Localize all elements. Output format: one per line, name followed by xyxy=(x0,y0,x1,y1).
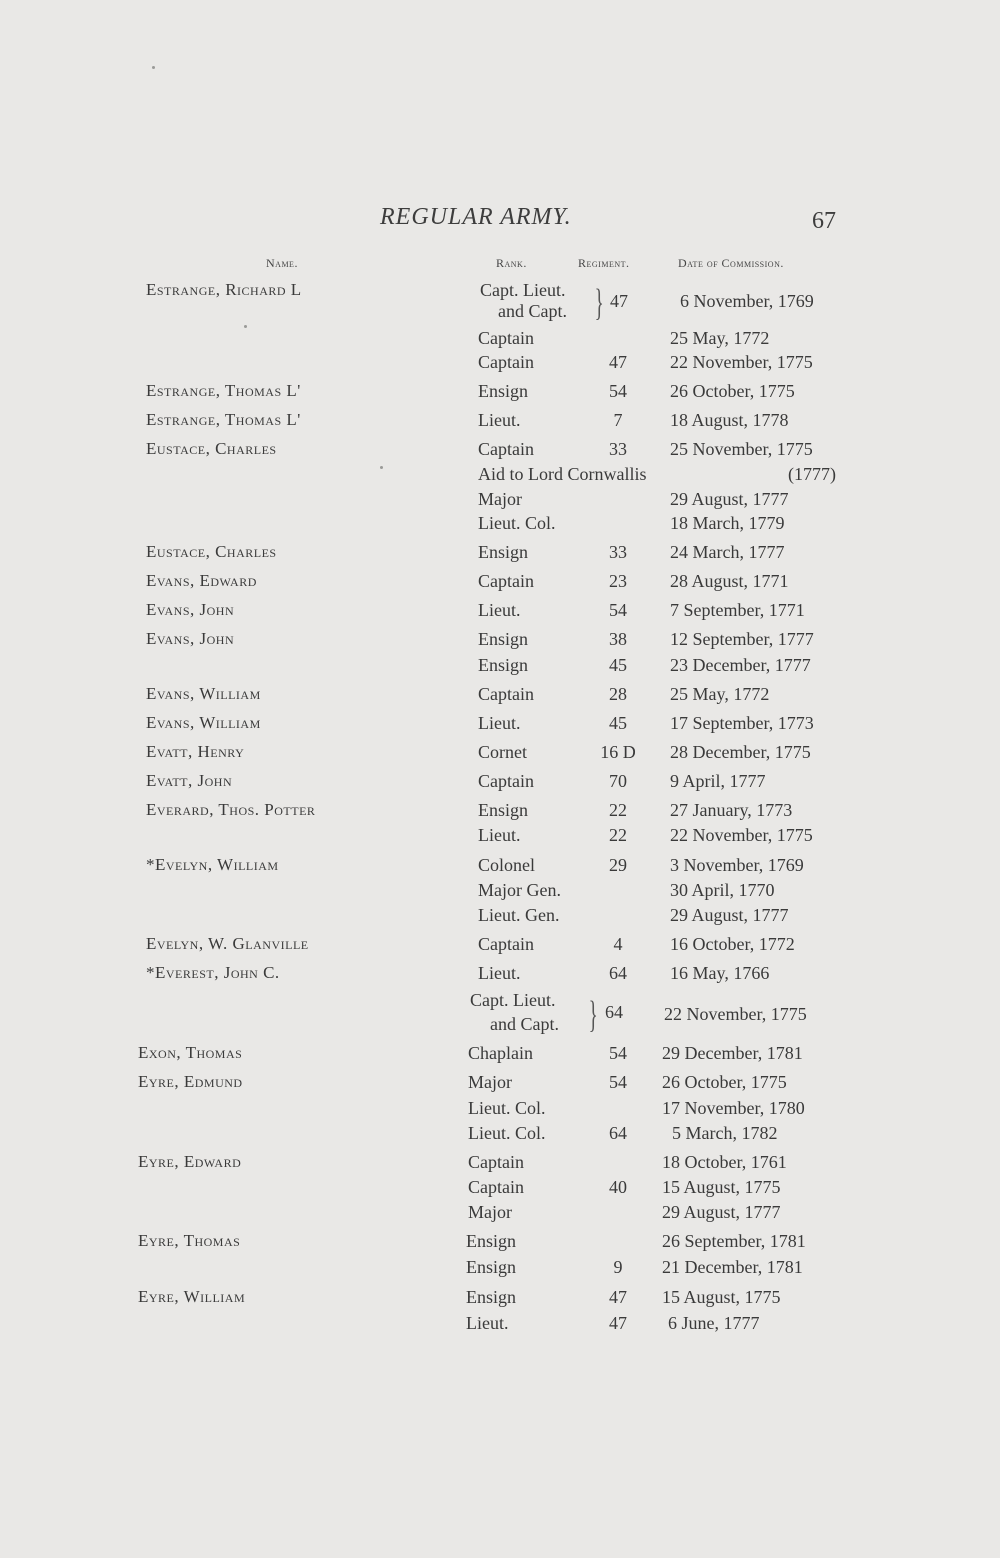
table-row xyxy=(0,571,1000,595)
officer-name: Evans, John xyxy=(146,600,235,619)
commission-date: 26 October, 1775 xyxy=(662,1072,787,1092)
table-row xyxy=(0,855,1000,879)
table-row xyxy=(0,880,1000,904)
officer-name: Estrange, Thomas L' xyxy=(146,410,301,429)
commission-date: 18 March, 1779 xyxy=(670,513,785,533)
officer-name: Evans, William xyxy=(146,684,261,703)
officer-name: Evatt, John xyxy=(146,771,233,790)
table-row xyxy=(0,352,1000,376)
page-number: 67 xyxy=(812,208,836,234)
rank: Captain xyxy=(478,771,534,791)
officer-name: Estrange, Thomas L' xyxy=(146,381,301,400)
regiment: 54 xyxy=(609,1072,627,1092)
officer-name: Eustace, Charles xyxy=(146,439,277,458)
table-row xyxy=(0,963,1000,987)
rank: Ensign xyxy=(478,655,529,675)
regiment: 47 xyxy=(609,1287,627,1307)
officer-name: Estrange, Richard L xyxy=(146,280,302,299)
regiment: 23 xyxy=(609,571,627,591)
commission-date: 16 May, 1766 xyxy=(670,963,770,983)
table-row xyxy=(0,600,1000,624)
rank: Lieut. xyxy=(478,410,521,430)
officer-name: Evans, Edward xyxy=(146,571,257,590)
rank: Capt. Lieut. xyxy=(470,990,556,1010)
commission-date: 28 December, 1775 xyxy=(670,742,811,762)
commission-date: 18 October, 1761 xyxy=(662,1152,787,1172)
regiment: 4 xyxy=(613,934,623,954)
rank: Lieut. xyxy=(478,825,521,845)
running-title: REGULAR ARMY. xyxy=(380,204,572,230)
table-row xyxy=(0,1257,1000,1281)
table-row xyxy=(0,1202,1000,1226)
officer-name: Eyre, Edmund xyxy=(138,1072,243,1091)
rank: and Capt. xyxy=(490,1014,559,1034)
commission-date: 3 November, 1769 xyxy=(670,855,804,875)
rank: and Capt. xyxy=(498,301,567,321)
commission-date: 16 October, 1772 xyxy=(670,934,795,954)
commission-date: 22 November, 1775 xyxy=(664,1004,807,1024)
commission-date: 28 August, 1771 xyxy=(670,571,789,591)
regiment: 33 xyxy=(609,439,627,459)
commission-date: 12 September, 1777 xyxy=(670,629,814,649)
table-row xyxy=(0,934,1000,958)
officer-name: Eustace, Charles xyxy=(146,542,277,561)
table-row xyxy=(0,655,1000,679)
rank: Captain xyxy=(478,934,534,954)
table-row xyxy=(0,800,1000,824)
regiment: 47 xyxy=(610,291,628,311)
table-row xyxy=(0,513,1000,537)
commission-date: 15 August, 1775 xyxy=(662,1177,781,1197)
commission-date: 29 August, 1777 xyxy=(670,489,789,509)
regiment: 22 xyxy=(609,825,627,845)
table-row xyxy=(0,771,1000,795)
table-row xyxy=(0,742,1000,766)
rank: Ensign xyxy=(478,381,529,401)
table-row xyxy=(0,990,1000,1040)
table-row xyxy=(0,825,1000,849)
column-header-date: Date of Commission. xyxy=(678,256,784,270)
rank: Major xyxy=(468,1202,512,1222)
officer-name: Eyre, Edward xyxy=(138,1152,242,1171)
column-header-name: Name. xyxy=(266,256,298,270)
column-header-rank: Rank. xyxy=(496,256,527,270)
commission-date: (1777) xyxy=(788,464,836,484)
rank: Ensign xyxy=(466,1287,517,1307)
officer-name: Evelyn, W. Glanville xyxy=(146,934,309,953)
rank: Ensign xyxy=(478,800,529,820)
regiment: 54 xyxy=(609,600,627,620)
commission-date: 29 August, 1777 xyxy=(670,905,789,925)
commission-date: 26 September, 1781 xyxy=(662,1231,806,1251)
rank: Captain xyxy=(468,1177,524,1197)
commission-date: 29 August, 1777 xyxy=(662,1202,781,1222)
rank: Colonel xyxy=(478,855,535,875)
commission-date: 24 March, 1777 xyxy=(670,542,785,562)
brace-glyph: } xyxy=(594,282,604,324)
table-row xyxy=(0,1231,1000,1255)
commission-date: 17 September, 1773 xyxy=(670,713,814,733)
rank: Cornet xyxy=(478,742,527,762)
commission-date: 22 November, 1775 xyxy=(670,352,813,372)
table-row xyxy=(0,713,1000,737)
commission-date: 29 December, 1781 xyxy=(662,1043,803,1063)
regiment: 40 xyxy=(609,1177,627,1197)
commission-date: 25 May, 1772 xyxy=(670,328,770,348)
regiment: 7 xyxy=(613,410,623,430)
officer-name: Evans, William xyxy=(146,713,261,732)
table-row xyxy=(0,381,1000,405)
table-row xyxy=(0,410,1000,434)
regiment: 38 xyxy=(609,629,627,649)
table-row xyxy=(0,280,1000,330)
table-row xyxy=(0,1313,1000,1337)
regiment: 64 xyxy=(609,963,627,983)
table-row xyxy=(0,684,1000,708)
regiment: 47 xyxy=(609,352,627,372)
regiment: 22 xyxy=(609,800,627,820)
commission-date: 6 June, 1777 xyxy=(668,1313,760,1333)
rank: Aid to Lord Cornwallis xyxy=(478,464,647,484)
officer-name: *Evelyn, William xyxy=(146,855,279,874)
table-row xyxy=(0,439,1000,463)
regiment: 54 xyxy=(609,1043,627,1063)
rank: Capt. Lieut. xyxy=(480,280,566,300)
table-row xyxy=(0,629,1000,653)
regiment: 64 xyxy=(609,1123,627,1143)
regiment: 29 xyxy=(609,855,627,875)
rank: Captain xyxy=(478,439,534,459)
rank: Ensign xyxy=(478,542,529,562)
rank: Lieut. xyxy=(466,1313,509,1333)
table-row xyxy=(0,328,1000,352)
commission-date: 5 March, 1782 xyxy=(672,1123,778,1143)
officer-name: Everard, Thos. Potter xyxy=(146,800,316,819)
officer-name: Evatt, Henry xyxy=(146,742,245,761)
rank: Chaplain xyxy=(468,1043,533,1063)
table-row xyxy=(0,1287,1000,1311)
paper-speck xyxy=(152,66,155,69)
table-row xyxy=(0,1098,1000,1122)
commission-date: 7 September, 1771 xyxy=(670,600,805,620)
commission-date: 22 November, 1775 xyxy=(670,825,813,845)
regiment: 54 xyxy=(609,381,627,401)
regiment: 64 xyxy=(605,1002,623,1022)
officer-name: Exon, Thomas xyxy=(138,1043,243,1062)
paper-speck xyxy=(380,466,383,469)
commission-date: 18 August, 1778 xyxy=(670,410,789,430)
officer-name: Eyre, William xyxy=(138,1287,246,1306)
rank: Major xyxy=(478,489,522,509)
commission-date: 15 August, 1775 xyxy=(662,1287,781,1307)
commission-date: 23 December, 1777 xyxy=(670,655,811,675)
officer-name: Evans, John xyxy=(146,629,235,648)
commission-date: 9 April, 1777 xyxy=(670,771,766,791)
table-row xyxy=(0,542,1000,566)
regiment: 16 D xyxy=(600,742,636,762)
rank: Major Gen. xyxy=(478,880,561,900)
commission-date: 27 January, 1773 xyxy=(670,800,793,820)
commission-date: 6 November, 1769 xyxy=(680,291,814,311)
rank: Lieut. Col. xyxy=(478,513,556,533)
rank: Lieut. Col. xyxy=(468,1098,546,1118)
rank: Major xyxy=(468,1072,512,1092)
table-row xyxy=(0,489,1000,513)
table-row xyxy=(0,1152,1000,1176)
rank: Captain xyxy=(478,328,534,348)
regiment: 45 xyxy=(609,713,627,733)
commission-date: 26 October, 1775 xyxy=(670,381,795,401)
rank: Lieut. xyxy=(478,963,521,983)
rank: Lieut. xyxy=(478,713,521,733)
paper-speck xyxy=(244,325,247,328)
brace-glyph: } xyxy=(588,994,598,1036)
rank: Lieut. Gen. xyxy=(478,905,560,925)
commission-date: 25 November, 1775 xyxy=(670,439,813,459)
table-row xyxy=(0,1123,1000,1147)
commission-date: 25 May, 1772 xyxy=(670,684,770,704)
rank: Captain xyxy=(478,684,534,704)
table-row xyxy=(0,905,1000,929)
rank: Lieut. xyxy=(478,600,521,620)
commission-date: 21 December, 1781 xyxy=(662,1257,803,1277)
table-row xyxy=(0,1072,1000,1096)
table-row xyxy=(0,464,1000,488)
regiment: 33 xyxy=(609,542,627,562)
commission-date: 30 April, 1770 xyxy=(670,880,775,900)
regiment: 45 xyxy=(609,655,627,675)
officer-name: Eyre, Thomas xyxy=(138,1231,241,1250)
commission-date: 17 November, 1780 xyxy=(662,1098,805,1118)
rank: Ensign xyxy=(466,1257,517,1277)
rank: Lieut. Col. xyxy=(468,1123,546,1143)
rank: Ensign xyxy=(466,1231,517,1251)
rank: Captain xyxy=(478,352,534,372)
regiment: 9 xyxy=(613,1257,623,1277)
rank: Captain xyxy=(468,1152,524,1172)
regiment: 47 xyxy=(609,1313,627,1333)
rank: Ensign xyxy=(478,629,529,649)
regiment: 28 xyxy=(609,684,627,704)
regiment: 70 xyxy=(609,771,627,791)
table-row xyxy=(0,1043,1000,1067)
rank: Captain xyxy=(478,571,534,591)
officer-name: *Everest, John C. xyxy=(146,963,280,982)
table-row xyxy=(0,1177,1000,1201)
column-header-regiment: Regiment. xyxy=(578,256,630,270)
